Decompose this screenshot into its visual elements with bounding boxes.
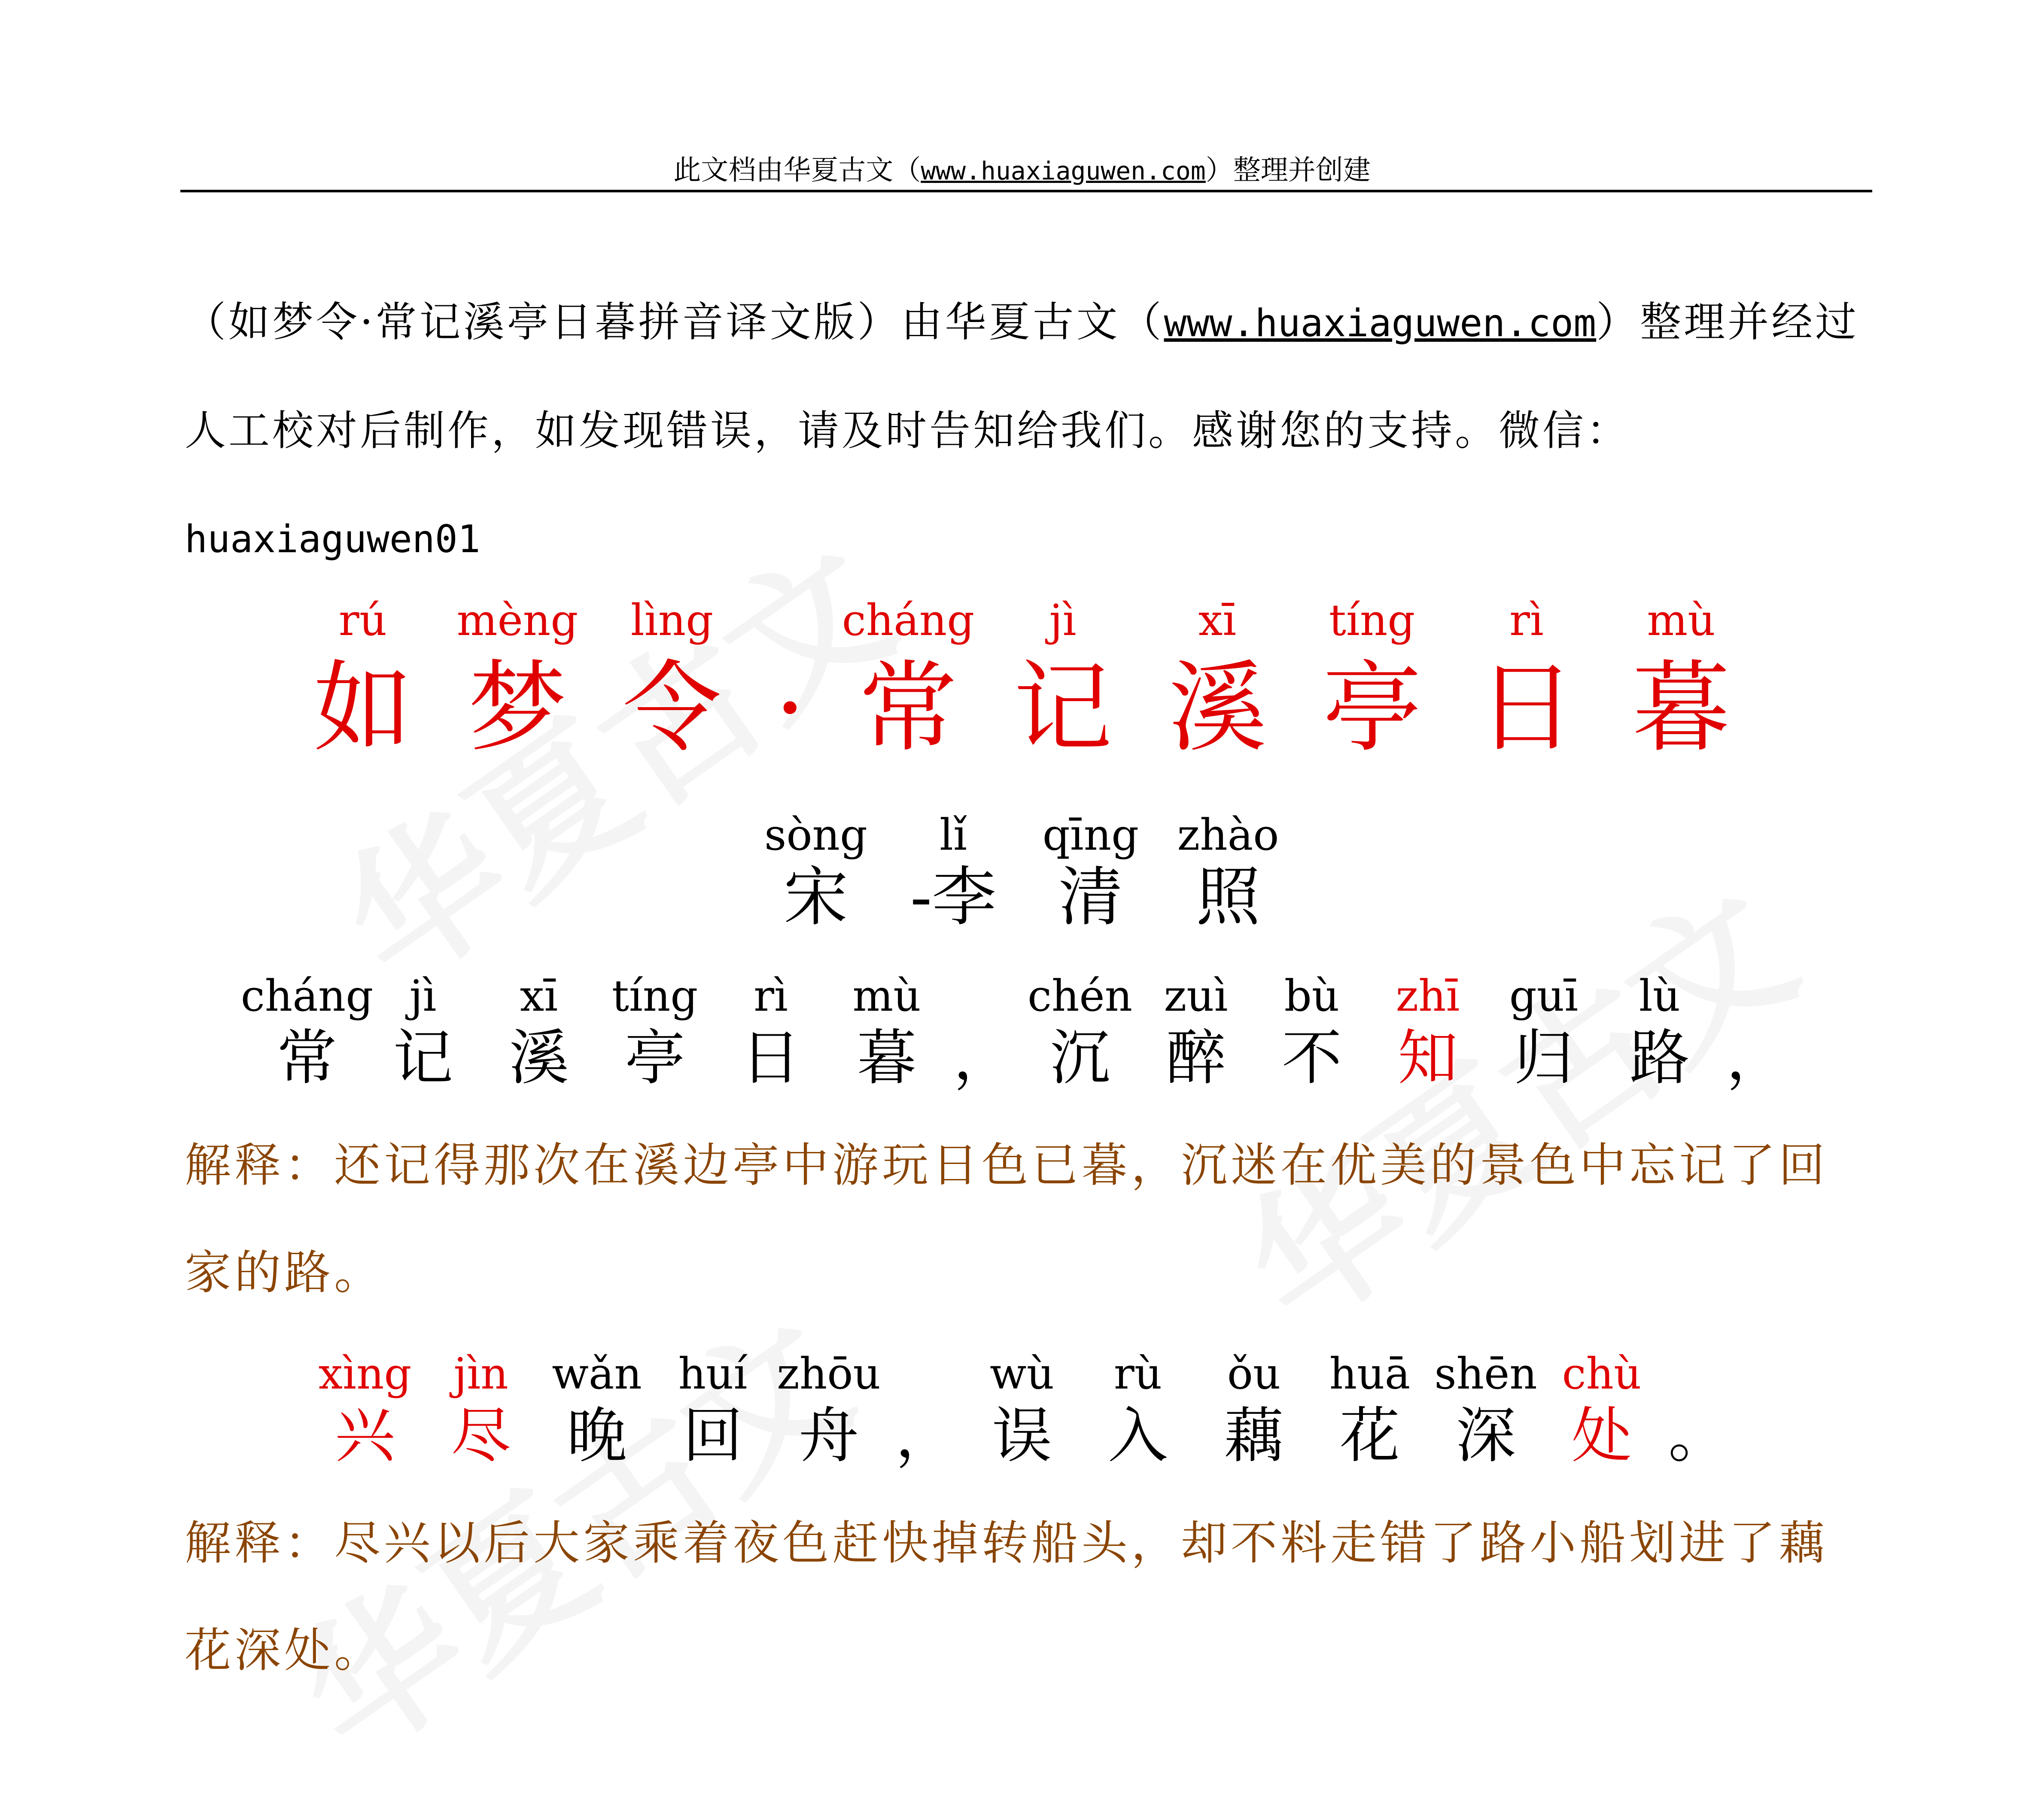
ruby-char [1022,971,1138,1093]
hanzi: 晚 [566,1401,627,1471]
hanzi: 入 [1107,1401,1168,1471]
pinyin: shēn [1434,1349,1537,1399]
pinyin: mèng [456,595,578,645]
hanzi: 溪 [1168,651,1267,766]
hanzi: 常 [858,651,958,766]
pinyin: rú [338,595,387,645]
ruby-char [1138,971,1254,1093]
page-header [0,148,2044,188]
hanzi: 令 [622,651,721,766]
pinyin [976,975,990,1018]
hanzi: 常 [277,1023,337,1093]
hanzi: 知 [1397,1023,1458,1093]
hanzi: 亭 [624,1023,685,1093]
pinyin: lìng [630,595,714,645]
pinyin: rù [1113,1349,1162,1399]
pinyin: jì [1049,595,1077,645]
hanzi: -李 [910,860,997,935]
header-suffix: ）整理并创建 [1205,155,1371,186]
ruby-char [655,1349,771,1471]
hanzi: 归 [1513,1023,1574,1093]
pinyin [919,1352,932,1395]
hanzi: 舟 [798,1401,859,1471]
hanzi: 深 [1455,1401,1516,1471]
pinyin: qīng [1042,810,1139,860]
ruby-char [1295,595,1449,766]
hanzi: 花 [1339,1401,1400,1471]
pinyin: rì [1509,595,1544,645]
ruby-char [1159,810,1297,935]
ruby-char [1602,971,1718,1093]
hanzi: 处 [1571,1401,1632,1471]
ruby-char [440,595,595,766]
ruby-char [423,1349,539,1471]
ruby-char [1604,595,1758,766]
pinyin: wǎn [552,1349,642,1399]
ruby-char [481,971,597,1093]
pinyin: lù [1639,971,1681,1021]
ruby-char [964,1349,1080,1471]
pinyin: huí [678,1349,748,1399]
wechat-id: huaxiaguwen01 [185,517,481,561]
pinyin: mù [852,971,921,1021]
hanzi: 误 [992,1401,1052,1471]
ruby-char [1486,971,1602,1093]
pinyin: zhī [1396,971,1460,1021]
hanzi: 路 [1629,1023,1690,1093]
explanation-1: 解释：还记得那次在溪边亭中游玩日色已暮，沉迷在优美的景色中忘记了回家的路。 [185,1139,1829,1300]
hanzi: 。 [1668,1401,1728,1471]
ruby-char [1428,1349,1544,1471]
pinyin: wù [990,1349,1054,1399]
ruby-char [1660,1352,1737,1471]
hanzi: 照 [1195,860,1260,935]
hanzi: 沉 [1049,1023,1110,1093]
ruby-char [1080,1349,1196,1471]
hanzi: 溪 [508,1023,569,1093]
hanzi: 不 [1281,1023,1342,1093]
pinyin: mù [1647,595,1716,645]
poem-title [0,595,2044,766]
hanzi: ， [1726,1023,1786,1093]
pinyin: cháng [240,971,374,1021]
explanation-2: 解释：尽兴以后大家乘着夜色赶快掉转船头，却不料走错了路小船划进了藕花深处。 [185,1516,1829,1677]
pinyin: zuì [1164,971,1228,1021]
ruby-char [286,595,440,766]
ruby-char [1370,971,1486,1093]
hanzi: 如 [313,651,412,766]
ruby-char [885,810,1022,935]
ruby-char [771,1349,887,1471]
ruby-char [1718,975,1795,1093]
ruby-char [1544,1349,1660,1471]
ruby-char [1449,595,1604,766]
ruby-char [597,971,713,1093]
pinyin: chù [1562,1349,1642,1399]
hanzi: 日 [1477,651,1576,766]
pinyin: jì [409,971,437,1021]
ruby-char [749,599,831,766]
pinyin: chén [1028,971,1132,1021]
hanzi: 兴 [335,1401,395,1471]
pinyin: sòng [764,810,867,860]
pinyin [783,599,797,642]
ruby-char [240,971,374,1093]
hanzi: ， [953,1023,1013,1093]
pinyin: cháng [842,595,975,645]
ruby-char [831,595,985,766]
hanzi: 醉 [1165,1023,1226,1093]
pinyin: jìn [453,1349,508,1399]
hanzi: · [774,651,806,766]
header-prefix: 此文档由华夏古文（ [673,155,921,186]
ruby-char [595,595,749,766]
ruby-char [887,1352,964,1471]
pinyin: xī [1198,595,1237,645]
hanzi: 清 [1058,860,1123,935]
ruby-char [1196,1349,1312,1471]
verse-line-1 [0,971,2044,1093]
pinyin [1749,975,1763,1018]
header-link[interactable]: www.huaxiaguwen.com [921,156,1206,185]
ruby-char [747,810,885,935]
ruby-char [365,971,481,1093]
hanzi: 记 [392,1023,453,1093]
hanzi: 梦 [468,651,567,766]
hanzi: 亭 [1322,651,1421,766]
pinyin: guī [1509,971,1579,1021]
pinyin: ǒu [1227,1349,1281,1399]
ruby-char [713,971,829,1093]
pinyin: xī [520,971,558,1021]
hanzi: 暮 [856,1023,917,1093]
pinyin: xìng [318,1349,412,1399]
ruby-char [1312,1349,1428,1471]
pinyin: rì [754,971,788,1021]
hanzi: 日 [740,1023,801,1093]
pinyin: tíng [611,971,698,1021]
pinyin [1691,1352,1705,1395]
hanzi: ， [895,1401,955,1471]
ruby-char [1140,595,1295,766]
intro-text: （如梦令·常记溪亭日暮拼音译文版）由华夏古文（ [185,298,1164,346]
hanzi: 暮 [1631,651,1731,766]
verse-line-2 [0,1349,2044,1471]
pinyin: zhào [1177,810,1279,860]
ruby-char [829,971,945,1093]
ruby-char [1022,810,1159,935]
hanzi: 记 [1013,651,1112,766]
ruby-char [1254,971,1370,1093]
hanzi: 藕 [1223,1401,1284,1471]
header-divider [180,190,1872,192]
pinyin: bù [1284,971,1340,1021]
ruby-char [307,1349,423,1471]
hanzi: 宋 [783,860,848,935]
intro-link[interactable]: www.huaxiaguwen.com [1164,301,1597,345]
pinyin: huā [1329,1349,1411,1399]
pinyin: tíng [1329,595,1415,645]
hanzi: 尽 [450,1401,511,1471]
ruby-char [985,595,1140,766]
hanzi: 回 [682,1401,743,1471]
ruby-char [539,1349,655,1471]
intro-text-2: ）整理并经过人工校对后制作，如发现错误，请及时告知给我们。感谢您的支持。微信： [185,298,1859,455]
poem-author [0,810,2044,935]
intro-paragraph [185,268,1877,593]
pinyin: zhōu [777,1349,881,1399]
pinyin: lǐ [940,810,967,860]
ruby-char [945,975,1022,1093]
